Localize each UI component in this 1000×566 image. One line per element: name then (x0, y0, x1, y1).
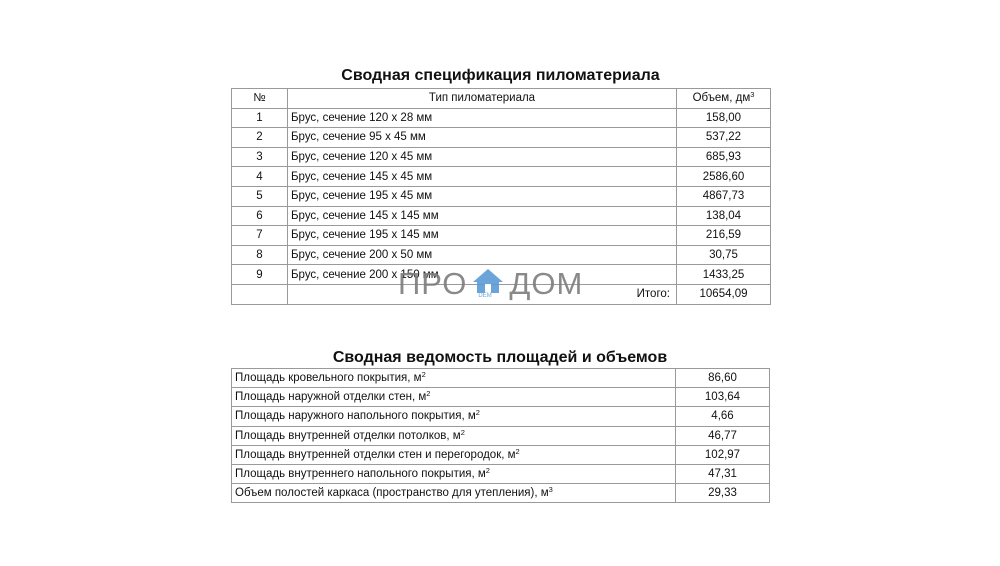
row-number: 9 (232, 265, 288, 285)
row-value: 46,77 (676, 426, 770, 445)
table-row (232, 407, 770, 426)
row-label: Площадь внутреннего напольного покрытия, $м^2$ (232, 464, 676, 483)
areas-volumes-table (231, 368, 770, 503)
table-row (232, 388, 770, 407)
row-type: Брус, сечение 200 х 150 мм (288, 265, 677, 285)
row-number: 1 (232, 108, 288, 128)
row-value: 103,64 (676, 388, 770, 407)
row-number: 2 (232, 128, 288, 148)
row-value: 86,60 (676, 369, 770, 388)
row-type: Брус, сечение 200 х 50 мм (288, 245, 677, 265)
row-label: Площадь внутренней отделки потолков, $м^2$ (232, 426, 676, 445)
row-type: Брус, сечение 145 х 145 мм (288, 206, 677, 226)
table-row (232, 108, 771, 128)
house-icon (471, 264, 505, 304)
row-volume: 4867,73 (677, 186, 771, 206)
row-value: 47,31 (676, 464, 770, 483)
table-row (232, 484, 770, 503)
total-empty-cell (232, 284, 288, 304)
spec-title: Сводная спецификация пиломатериала (341, 67, 660, 84)
row-type: Брус, сечение 195 х 45 мм (288, 186, 677, 206)
table-row (232, 167, 771, 187)
row-label: Площадь внутренней отделки стен и перегородок, $м^2$ (232, 445, 676, 464)
row-value: 29,33 (676, 484, 770, 503)
table-row (232, 426, 770, 445)
row-label: Объем полостей каркаса (пространство для утепления), $м^3$ (232, 484, 676, 503)
row-volume: 685,93 (677, 147, 771, 167)
total-label: Итого: (288, 284, 677, 304)
row-volume: 30,75 (677, 245, 771, 265)
table-row (232, 369, 770, 388)
total-value: 10654,09 (677, 284, 771, 304)
row-volume: 1433,25 (677, 265, 771, 285)
watermark-right-text: ДОМ (509, 266, 584, 301)
table-row (232, 464, 770, 483)
row-value: 102,97 (676, 445, 770, 464)
watermark-left-text: ПРО (398, 266, 468, 301)
row-label: Площадь кровельного покрытия, $м^2$ (232, 369, 676, 388)
header-type: Тип пиломатериала (288, 89, 677, 109)
table-row (232, 226, 771, 246)
row-type: Брус, сечение 120 х 45 мм (288, 147, 677, 167)
row-type: Брус, сечение 195 х 145 мм (288, 226, 677, 246)
row-type: Брус, сечение 145 х 45 мм (288, 167, 677, 187)
row-value: 4,66 (676, 407, 770, 426)
table-row (232, 186, 771, 206)
row-number: 3 (232, 147, 288, 167)
row-label: Площадь наружного напольного покрытия, $м^2$ (232, 407, 676, 426)
watermark-sub-text: DEM (478, 293, 492, 299)
table-row (232, 206, 771, 226)
row-number: 4 (232, 167, 288, 187)
row-volume: 216,59 (677, 226, 771, 246)
row-volume: 537,22 (677, 128, 771, 148)
row-type: Брус, сечение 95 х 45 мм (288, 128, 677, 148)
row-volume: 138,04 (677, 206, 771, 226)
row-number: 7 (232, 226, 288, 246)
table-header-row (232, 89, 771, 109)
row-type: Брус, сечение 120 х 28 мм (288, 108, 677, 128)
row-label: Площадь наружной отделки стен, $м^2$ (232, 388, 676, 407)
watermark-logo (398, 262, 583, 306)
row-volume: 2586,60 (677, 167, 771, 187)
table-row (232, 147, 771, 167)
areas-title: Сводная ведомость площадей и объемов (332, 349, 668, 366)
row-number: 6 (232, 206, 288, 226)
table-row (232, 445, 770, 464)
header-num: № (232, 89, 288, 109)
row-number: 8 (232, 245, 288, 265)
row-volume: 158,00 (677, 108, 771, 128)
header-volume: Объем, $дм^3$ (677, 89, 771, 109)
row-number: 5 (232, 186, 288, 206)
table-row (232, 128, 771, 148)
